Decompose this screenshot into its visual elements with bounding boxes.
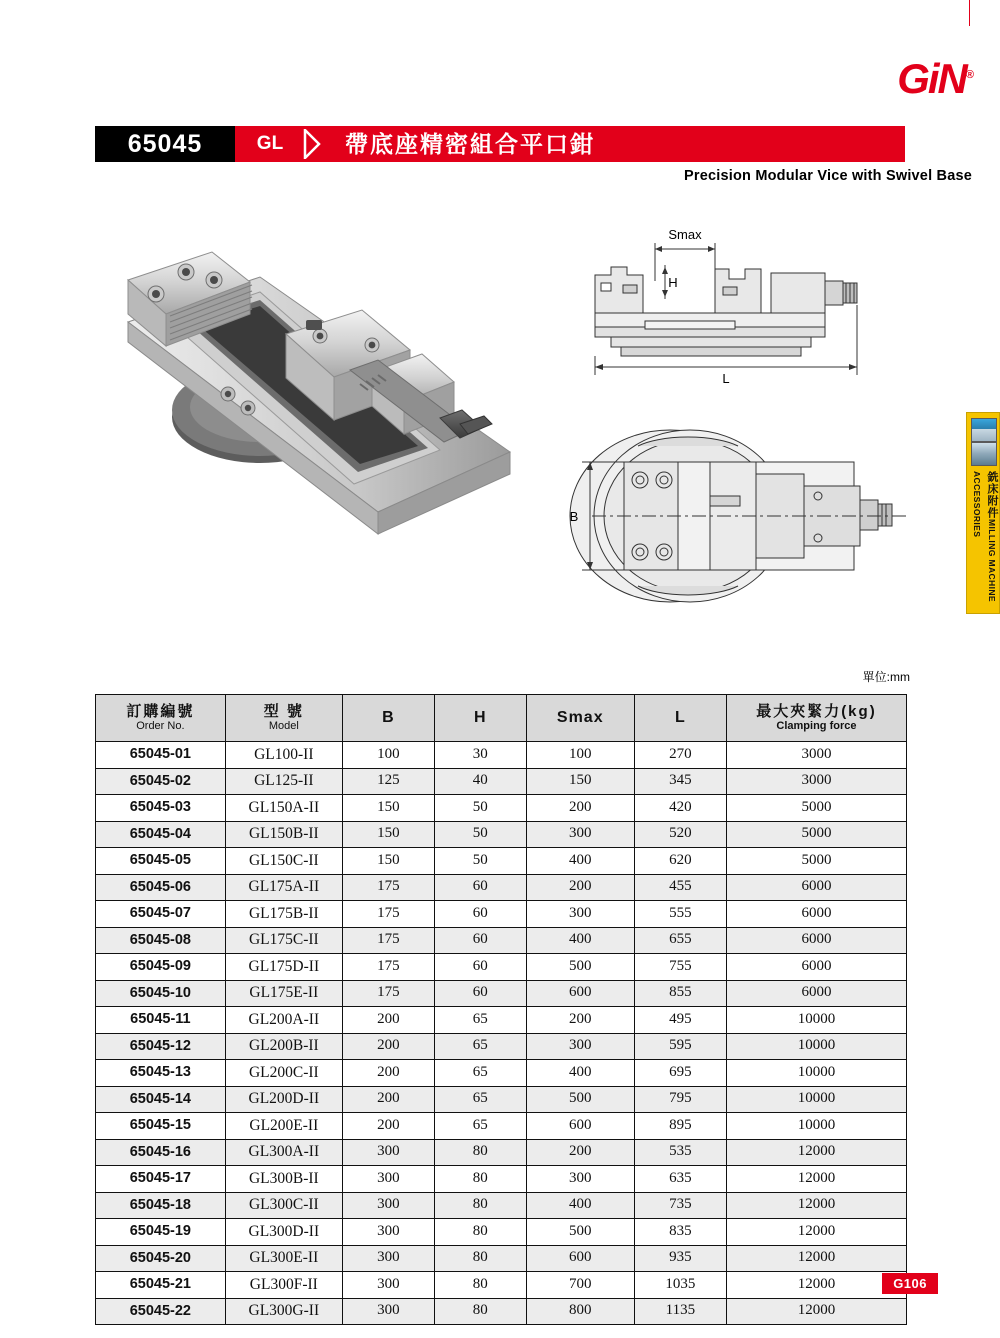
dim-smax-label: Smax [668,227,702,242]
cell-model: GL300C-II [225,1192,342,1219]
cell-value: 10000 [726,1007,906,1034]
dim-l-label: L [722,371,730,385]
brand-logo-text [772,52,972,102]
brand-logo [772,52,972,102]
cell-value: 6000 [726,874,906,901]
cell-value: 800 [526,1298,634,1325]
cell-value: 755 [634,954,726,981]
cell-value: 60 [434,954,526,981]
cell-value: 200 [526,1007,634,1034]
cell-value: 700 [526,1272,634,1299]
trademark-icon: ® [965,69,972,81]
cell-model: GL300E-II [225,1245,342,1272]
cell-model: GL150B-II [225,821,342,848]
category-side-tab [966,412,1000,614]
cell-order-no: 65045-14 [96,1086,226,1113]
table-row [96,1060,907,1087]
cell-value: 500 [526,1219,634,1246]
cell-value: 795 [634,1086,726,1113]
cell-value: 175 [342,954,434,981]
header-clamping-force-en: Clamping force [776,719,857,732]
cell-value: 600 [526,980,634,1007]
header-clamping-force-cn: 最大夾緊力(kg) [756,702,877,720]
cell-order-no: 65045-03 [96,795,226,822]
header-order-no-cn: 訂購編號 [126,702,195,720]
cell-order-no: 65045-17 [96,1166,226,1193]
cell-value: 80 [434,1192,526,1219]
chevron-right-icon [303,129,333,159]
cell-model: GL200C-II [225,1060,342,1087]
cell-value: 300 [526,1033,634,1060]
cell-model: GL300A-II [225,1139,342,1166]
cell-value: 200 [342,1033,434,1060]
header-b-sym: B [382,708,395,726]
table-row [96,1113,907,1140]
header-order-no [96,695,226,742]
table-row [96,768,907,795]
cell-value: 80 [434,1166,526,1193]
cell-value: 10000 [726,1033,906,1060]
cell-value: 5000 [726,795,906,822]
cell-value: 200 [526,874,634,901]
cell-model: GL300G-II [225,1298,342,1325]
cell-order-no: 65045-10 [96,980,226,1007]
cell-value: 60 [434,927,526,954]
cell-value: 495 [634,1007,726,1034]
cell-value: 1035 [634,1272,726,1299]
header-clamping-force [726,695,906,742]
cell-order-no: 65045-08 [96,927,226,954]
cell-value: 300 [342,1219,434,1246]
cell-value: 6000 [726,901,906,928]
dim-h-label: H [668,275,678,290]
cell-value: 420 [634,795,726,822]
cell-value: 835 [634,1219,726,1246]
category-tab-label-cn: 銑床附件 [986,471,998,519]
table-row [96,1139,907,1166]
cell-value: 10000 [726,1060,906,1087]
table-row [96,848,907,875]
cell-value: 300 [526,1166,634,1193]
table-row [96,795,907,822]
cell-model: GL100-II [225,742,342,769]
cell-value: 200 [342,1007,434,1034]
cell-model: GL150A-II [225,795,342,822]
cell-value: 10000 [726,1113,906,1140]
cell-order-no: 65045-11 [96,1007,226,1034]
cell-value: 555 [634,901,726,928]
cell-value: 65 [434,1060,526,1087]
table-row [96,1219,907,1246]
dim-b-label: B [569,509,579,524]
cell-model: GL300D-II [225,1219,342,1246]
cell-value: 3000 [726,768,906,795]
cell-value: 65 [434,1033,526,1060]
header-smax-sym: Smax [556,708,604,726]
unit-note: 單位:mm [862,670,910,684]
cell-value: 65 [434,1007,526,1034]
cell-value: 6000 [726,980,906,1007]
cell-value: 5000 [726,848,906,875]
cell-value: 10000 [726,1086,906,1113]
cell-order-no: 65045-13 [96,1060,226,1087]
cell-value: 12000 [726,1219,906,1246]
cell-model: GL200A-II [225,1007,342,1034]
cell-value: 80 [434,1272,526,1299]
cell-model: GL300B-II [225,1166,342,1193]
cell-value: 150 [342,848,434,875]
series-badge: GL [256,133,284,154]
cell-model: GL200B-II [225,1033,342,1060]
cell-value: 600 [526,1113,634,1140]
cell-value: 12000 [726,1166,906,1193]
cell-model: GL175B-II [225,901,342,928]
cell-order-no: 65045-02 [96,768,226,795]
technical-drawing-top-view [560,400,920,630]
cell-value: 150 [526,768,634,795]
header-model-cn: 型 號 [263,702,304,720]
product-title-en: Precision Modular Vice with Swivel Base [684,168,972,184]
cell-model: GL150C-II [225,848,342,875]
cell-value: 400 [526,848,634,875]
cell-order-no: 65045-20 [96,1245,226,1272]
cell-value: 595 [634,1033,726,1060]
cell-value: 270 [634,742,726,769]
page-number-badge: G106 [882,1273,938,1294]
cell-value: 80 [434,1298,526,1325]
cell-value: 150 [342,795,434,822]
cell-value: 300 [342,1272,434,1299]
cell-value: 400 [526,927,634,954]
table-row [96,1298,907,1325]
specification-table [95,694,907,1325]
cell-order-no: 65045-07 [96,901,226,928]
cell-value: 895 [634,1113,726,1140]
table-row [96,980,907,1007]
category-tab-label-en: MILLING MACHINE ACCESSORIES [972,471,997,602]
cell-value: 400 [526,1192,634,1219]
table-row [96,821,907,848]
cell-value: 12000 [726,1139,906,1166]
table-row [96,1007,907,1034]
cell-value: 12000 [726,1298,906,1325]
header-order-no-en: Order No. [136,719,185,732]
cell-value: 620 [634,848,726,875]
table-row [96,1245,907,1272]
cell-value: 65 [434,1086,526,1113]
title-bar [95,126,905,162]
cell-value: 3000 [726,742,906,769]
accessory-thumb-icon-1 [971,418,997,442]
table-header-row [96,695,907,742]
cell-order-no: 65045-04 [96,821,226,848]
cell-value: 175 [342,980,434,1007]
table-row [96,1192,907,1219]
cell-order-no: 65045-18 [96,1192,226,1219]
order-code-badge: 65045 [95,126,235,162]
cell-value: 150 [342,821,434,848]
cell-value: 12000 [726,1272,906,1299]
cell-order-no: 65045-21 [96,1272,226,1299]
cell-value: 80 [434,1219,526,1246]
cell-value: 50 [434,848,526,875]
cell-model: GL175C-II [225,927,342,954]
cell-order-no: 65045-09 [96,954,226,981]
cell-value: 100 [342,742,434,769]
table-row [96,874,907,901]
category-tab-label [967,471,999,611]
cell-value: 175 [342,901,434,928]
cell-value: 6000 [726,927,906,954]
header-model [225,695,342,742]
product-photo [110,222,540,542]
cell-value: 300 [526,901,634,928]
cell-value: 5000 [726,821,906,848]
cell-value: 80 [434,1139,526,1166]
cell-value: 300 [342,1166,434,1193]
cell-order-no: 65045-19 [96,1219,226,1246]
cell-value: 300 [342,1192,434,1219]
cell-order-no: 65045-16 [96,1139,226,1166]
cell-value: 500 [526,954,634,981]
cell-model: GL300F-II [225,1272,342,1299]
cell-value: 300 [342,1298,434,1325]
table-row [96,901,907,928]
cell-value: 635 [634,1166,726,1193]
cell-value: 300 [342,1139,434,1166]
cell-model: GL175A-II [225,874,342,901]
cell-value: 345 [634,768,726,795]
table-row [96,927,907,954]
cell-value: 200 [342,1113,434,1140]
cell-value: 40 [434,768,526,795]
header-smax [526,695,634,742]
accessory-thumb-icon-2 [971,442,997,466]
cell-value: 600 [526,1245,634,1272]
cell-model: GL200D-II [225,1086,342,1113]
cell-value: 935 [634,1245,726,1272]
cell-value: 535 [634,1139,726,1166]
cell-value: 60 [434,980,526,1007]
cell-value: 200 [342,1086,434,1113]
cell-order-no: 65045-05 [96,848,226,875]
table-row [96,1033,907,1060]
cell-value: 50 [434,821,526,848]
cell-value: 60 [434,901,526,928]
cell-value: 400 [526,1060,634,1087]
cell-value: 735 [634,1192,726,1219]
cell-value: 30 [434,742,526,769]
cell-value: 520 [634,821,726,848]
cell-model: GL200E-II [225,1113,342,1140]
cell-value: 500 [526,1086,634,1113]
table-body [96,742,907,1325]
cell-value: 80 [434,1245,526,1272]
technical-drawing-side-view [565,225,915,385]
cell-value: 175 [342,927,434,954]
cell-value: 200 [526,795,634,822]
table-row [96,954,907,981]
cell-value: 50 [434,795,526,822]
cell-value: 455 [634,874,726,901]
cell-order-no: 65045-06 [96,874,226,901]
cell-model: GL125-II [225,768,342,795]
cell-model: GL175E-II [225,980,342,1007]
cell-value: 65 [434,1113,526,1140]
cell-value: 12000 [726,1245,906,1272]
cell-value: 1135 [634,1298,726,1325]
cell-value: 655 [634,927,726,954]
cell-value: 200 [526,1139,634,1166]
cell-value: 695 [634,1060,726,1087]
cell-order-no: 65045-15 [96,1113,226,1140]
table-row [96,742,907,769]
cell-order-no: 65045-01 [96,742,226,769]
cell-value: 175 [342,874,434,901]
product-title-cn: 帶底座精密組合平口鉗 [345,131,595,157]
cell-value: 12000 [726,1192,906,1219]
cell-order-no: 65045-22 [96,1298,226,1325]
table-row [96,1166,907,1193]
cell-value: 300 [342,1245,434,1272]
brand-logo-label: GiN [897,55,966,102]
cell-value: 100 [526,742,634,769]
crop-mark [969,0,970,26]
header-model-en: Model [268,719,299,732]
header-h [434,695,526,742]
cell-order-no: 65045-12 [96,1033,226,1060]
cell-value: 300 [526,821,634,848]
cell-value: 6000 [726,954,906,981]
cell-value: 200 [342,1060,434,1087]
header-h-sym: H [474,708,487,726]
header-l [634,695,726,742]
cell-value: 125 [342,768,434,795]
table-row [96,1272,907,1299]
table-row [96,1086,907,1113]
cell-value: 60 [434,874,526,901]
header-b [342,695,434,742]
header-l-sym: L [674,708,686,726]
cell-value: 855 [634,980,726,1007]
cell-model: GL175D-II [225,954,342,981]
